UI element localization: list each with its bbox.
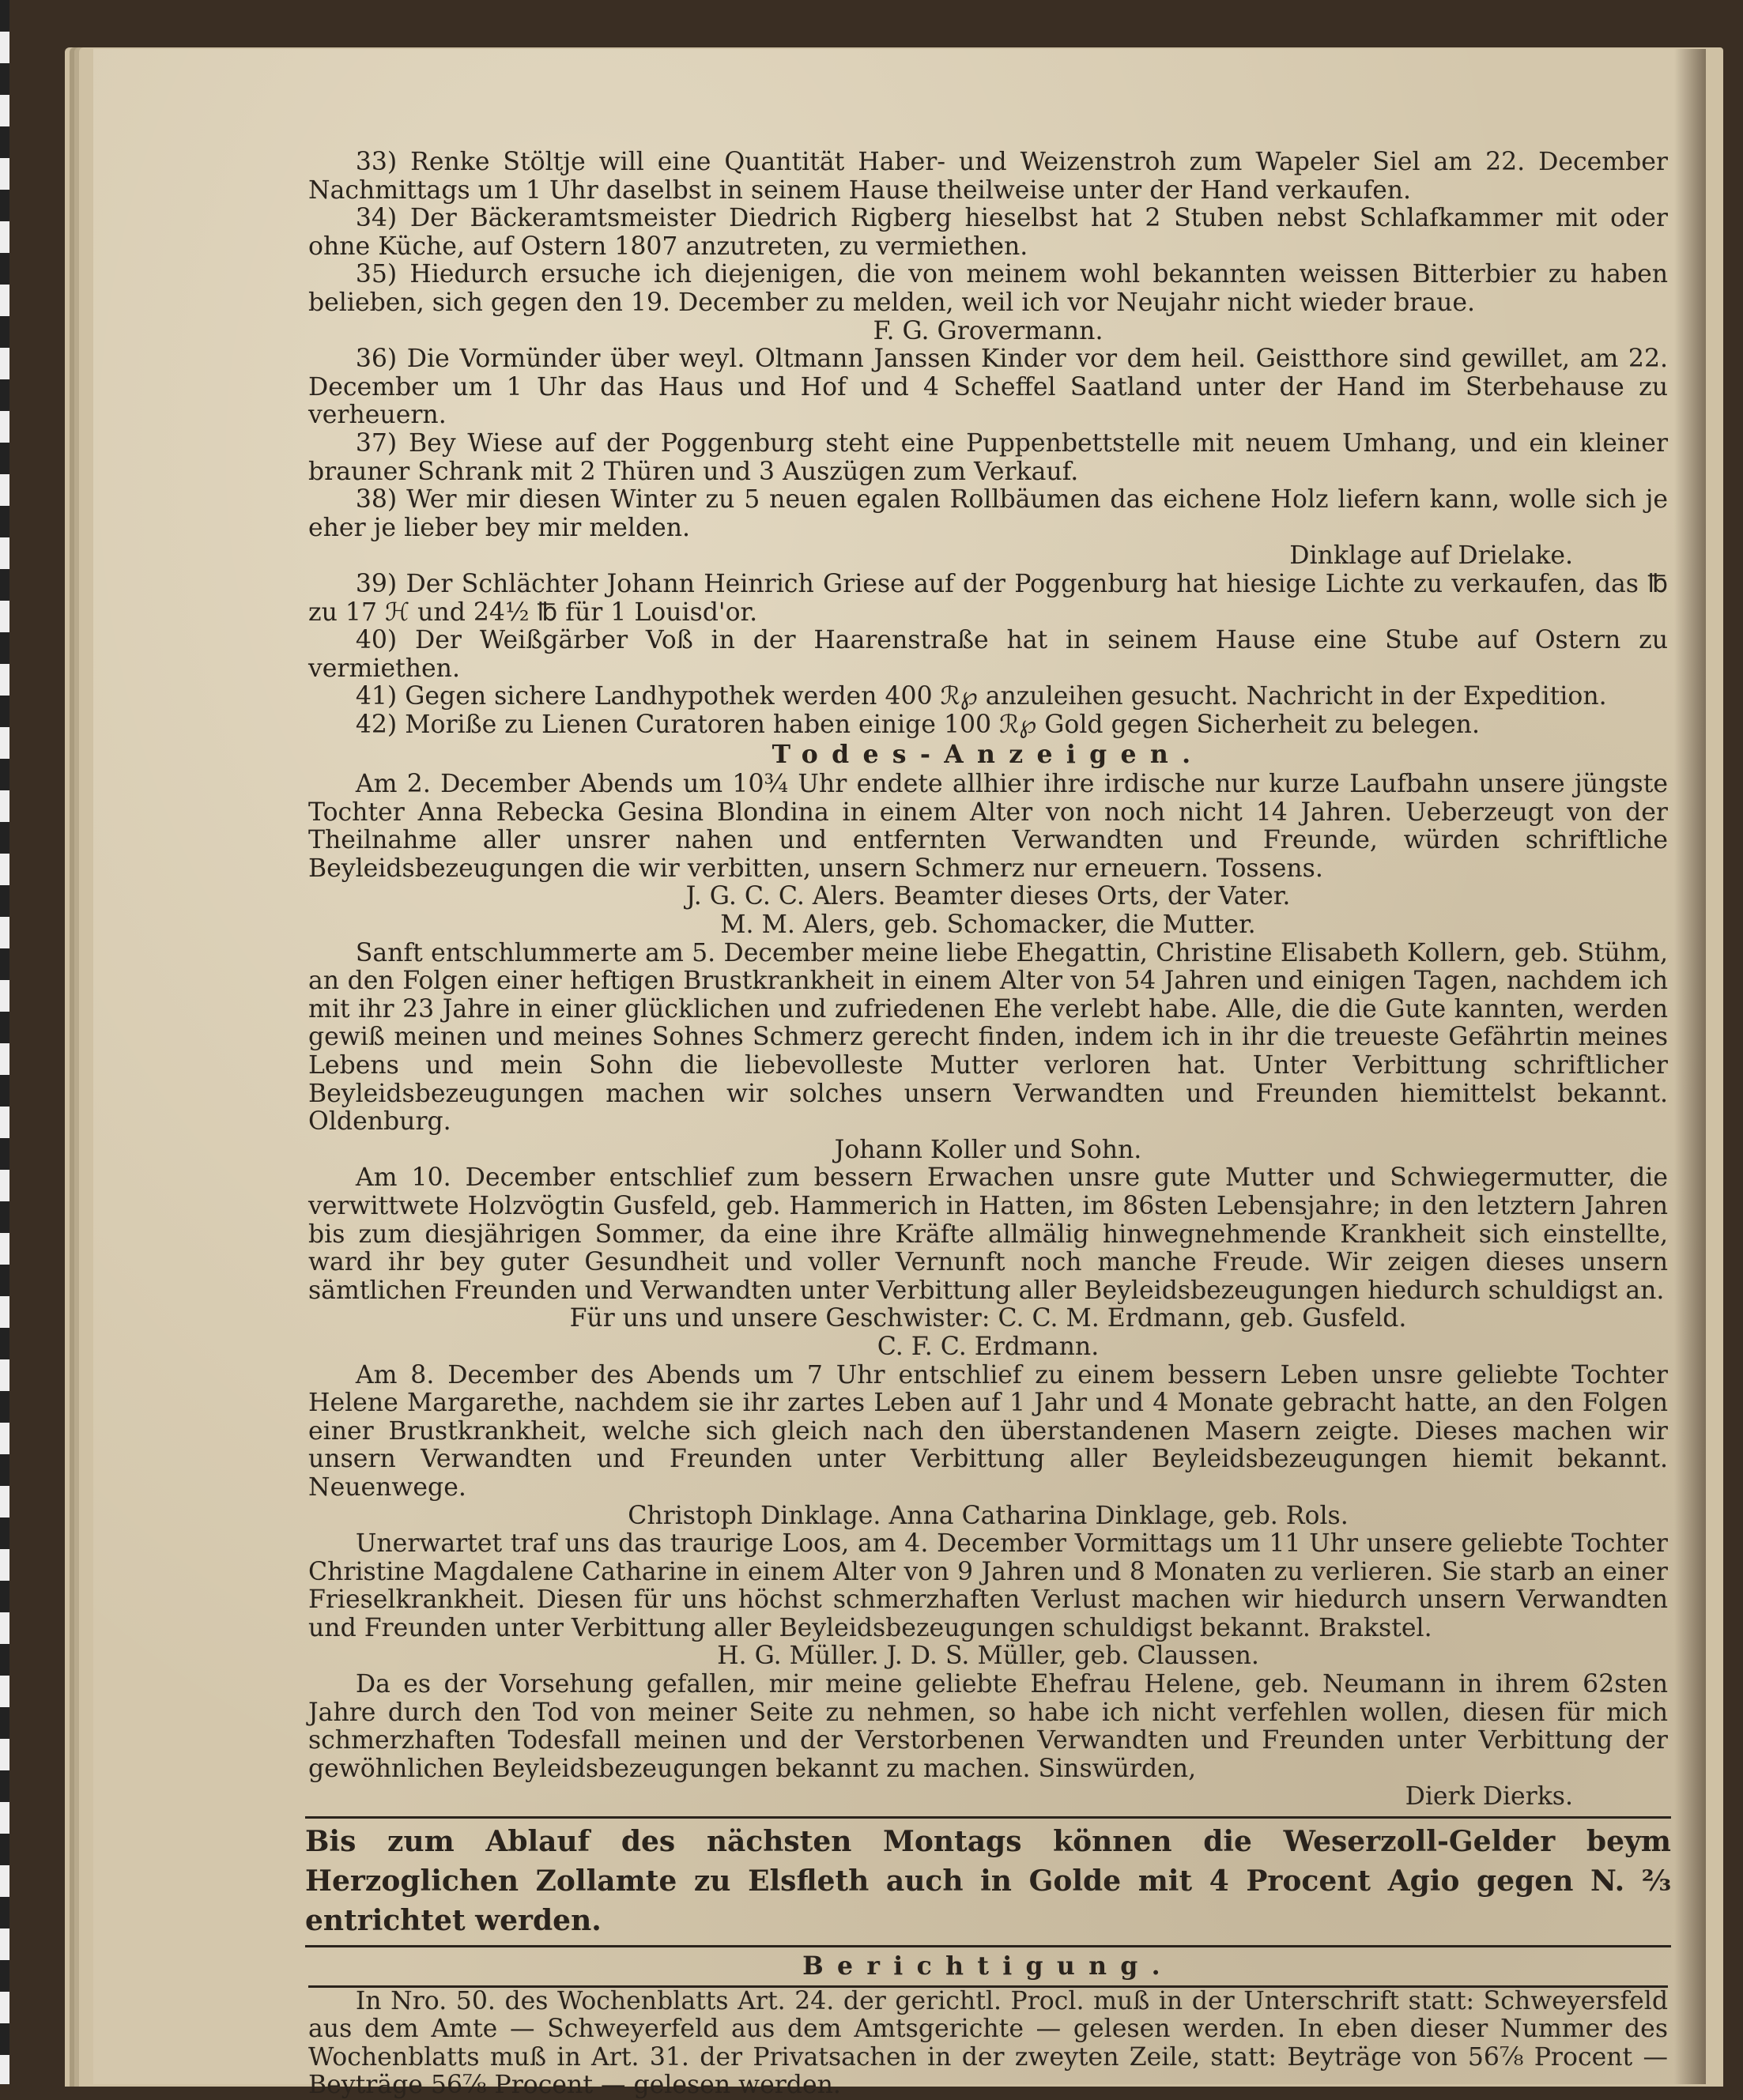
- ad-35: 35) Hiedurch ersuche ich diejenigen, die von meinem wohl bekannten weissen Bitterbier zu haben belieben, sich gegen den 19. December zu melden, weil ich vor Neujahr nicht wieder braue.: [308, 260, 1668, 317]
- scan-edge-strip: [0, 0, 9, 2084]
- ad-40: 40) Der Weißgärber Voß in der Haarenstraße hat in seinem Hause eine Stube auf Ostern zu vermiethen.: [308, 626, 1668, 683]
- death-notice-1-signature-2: M. M. Alers, geb. Schomacker, die Mutter.: [720, 911, 1256, 940]
- ad-41: 41) Gegen sichere Landhypothek werden 400 ℛ℘ anzuleihen gesucht. Nachricht in der Expedition.: [355, 682, 1607, 711]
- page-text: [305, 148, 1671, 2100]
- ad-38: 38) Wer mir diesen Winter zu 5 neuen egalen Rollbäumen das eichene Holz liefern kann, wolle sich je eher je lieber bey mir melden.: [308, 485, 1668, 542]
- correction-text: In Nro. 50. des Wochenblatts Art. 24. der gerichtl. Procl. muß in der Unterschrift statt: Schweyersfeld aus dem Amte — Schweyerfeld aus dem Amtsgerichte — gelesen werden. In eben dieser Nummer des Wochenblatts muß in Art. 31. der Privatsachen in der zweyten Zeile, statt: Beyträge von 56⅞ Procent — Beyträge 56⅞ Procent — gelesen werden.: [308, 1986, 1668, 2100]
- ad-42: 42) Moriße zu Lienen Curatoren haben einige 100 ℛ℘ Gold gegen Sicherheit zu belegen.: [355, 710, 1480, 739]
- ad-38-signature: Dinklage auf Drielake.: [1289, 541, 1573, 571]
- death-notice-6: Da es der Vorsehung gefallen, mir meine geliebte Ehefrau Helene, geb. Neumann in ihrem 62sten Jahre durch den Tod von meiner Seite zu nehmen, so habe ich nicht verfehlen wollen, diesen für mich schmerzhaften Todesfall meinen und der Verstorbenen Verwandten und Freunden unter Verbittung der gewöhnlichen Beyleidsbezeugungen bekannt zu machen. Sinswürden,: [308, 1670, 1668, 1783]
- death-notice-5: Unerwartet traf uns das traurige Loos, am 4. December Vormittags um 11 Uhr unsere geliebte Tochter Christine Magdalene Catharine in einem Alter von 9 Jahren und 8 Monaten zu verlieren. Sie starb an einer Frieselkrankheit. Diesen für uns höchst schmerzhaften Verlust machen wir hiedurch unsern Verwandten und Freunden unter Verbittung aller Beyleidsbezeugungen schuldigst bekannt. Brakstel.: [308, 1529, 1668, 1642]
- correction-heading: Berichtigung.: [802, 1951, 1174, 1981]
- death-notice-3: Am 10. December entschlief zum bessern Erwachen unsre gute Mutter und Schwiegermutter, die verwittwete Holzvögtin Gusfeld, geb. Hammerich in Hatten, im 86sten Lebensjahre; in den letztern Jahren bis zum diesjährigen Sommer, da eine ihre Kräfte allmälig hinwegnehmende Krankheit sich einstellte, ward ihr bey guter Gesundheit und voller Vernunft noch manche Freude. Wir zeigen dieses unsern sämtlichen Freunden und Verwandten unter Verbittung aller Beyleidsbezeugungen hiedurch schuldigst an.: [308, 1163, 1668, 1305]
- ad-36: 36) Die Vormünder über weyl. Oltmann Janssen Kinder vor dem heil. Geistthore sind gewillet, am 22. December um 1 Uhr das Haus und Hof und 4 Scheffel Saatland unter der Hand im Sterbehause zu verheuern.: [308, 345, 1668, 430]
- death-notice-1: Am 2. December Abends um 10¾ Uhr endete allhier ihre irdische nur kurze Laufbahn unsere jüngste Tochter Anna Rebecka Gesina Blondina in einem Alter von noch nicht 14 Jahren. Ueberzeugt von der Theilnahme aller unsrer nahen und entfernten Verwandten und Freunde, würden schriftliche Beyleidsbezeugungen die wir verbitten, unsern Schmerz nur erneuern. Tossens.: [308, 770, 1668, 883]
- death-notice-6-signature: Dierk Dierks.: [1405, 1782, 1573, 1812]
- ad-35-signature: F. G. Grovermann.: [873, 316, 1104, 345]
- ad-39: 39) Der Schlächter Johann Heinrich Griese auf der Poggenburg hat hiesige Lichte zu verkaufen, das ℔ zu 17 ℋ und 24½ ℔ für 1 Louisd'or.: [308, 569, 1668, 627]
- ad-37: 37) Bey Wiese auf der Poggenburg steht eine Puppenbettstelle mit neuem Umhang, und ein kleiner brauner Schrank mit 2 Thüren und 3 Auszügen zum Verkauf.: [308, 428, 1668, 486]
- death-notice-3-signature-2: C. F. C. Erdmann.: [877, 1332, 1100, 1361]
- ad-33: 33) Renke Stöltje will eine Quantität Haber- und Weizenstroh zum Wapeler Siel am 22. December Nachmittags um 1 Uhr daselbst in seinem Hause theilweise unter der Hand verkaufen.: [308, 148, 1668, 205]
- death-notice-1-signature-1: J. G. C. C. Alers. Beamter dieses Orts, der Vater.: [685, 882, 1291, 911]
- page-gutter-shadow: [1674, 49, 1706, 2084]
- death-notice-5-signature: H. G. Müller. J. D. S. Müller, geb. Claussen.: [717, 1642, 1259, 1671]
- customs-notice: Bis zum Ablauf des nächsten Montags können die Weserzoll-Gelder beym Herzoglichen Zollamte zu Elsfleth auch in Golde mit 4 Procent Agio gegen N. ⅔ entrichtet werden.: [305, 1816, 1671, 1947]
- death-notice-4-signature: Christoph Dinklage. Anna Catharina Dinklage, geb. Rols.: [628, 1501, 1349, 1530]
- ad-34: 34) Der Bäckeramtsmeister Diedrich Rigberg hieselbst hat 2 Stuben nebst Schlafkammer mit oder ohne Küche, auf Ostern 1807 anzutreten, zu vermiethen.: [308, 204, 1668, 261]
- death-notice-4: Am 8. December des Abends um 7 Uhr entschlief zu einem bessern Leben unsre geliebte Tochter Helene Margarethe, nachdem sie ihr zartes Leben auf 1 Jahr und 4 Monate gebracht hatte, an den Folgen einer Brustkrankheit, welche sich gleich nach den überstandenen Masern zeigte. Dieses machen wir unsern Verwandten und Freunden unter Verbittung aller Beyleidsbezeugungen hiemit bekannt. Neuenwege.: [308, 1360, 1668, 1502]
- deaths-heading: Todes-Anzeigen.: [772, 740, 1205, 770]
- death-notice-2-signature: Johann Koller und Sohn.: [834, 1135, 1142, 1164]
- death-notice-3-signature-1: Für uns und unsere Geschwister: C. C. M. Erdmann, geb. Gusfeld.: [569, 1304, 1407, 1333]
- death-notice-2: Sanft entschlummerte am 5. December meine liebe Ehegattin, Christine Elisabeth Kollern, geb. Stühm, an den Folgen einer heftigen Brustkrankheit in einem Alter von 54 Jahren und einigen Tagen, nachdem ich mit ihr 23 Jahre in einer glücklichen und zufriedenen Ehe verlebt habe. Alle, die die Gute kannten, werden gewiß meinen und meines Sohnes Schmerz gerecht finden, indem ich in ihr die treueste Gefährtin meines Lebens und mein Sohn die liebevolleste Mutter verloren hat. Unter Verbittung schriftlicher Beyleidsbezeugungen machen wir solches unsern Verwandten und Freunden hiemittelst bekannt. Oldenburg.: [308, 938, 1668, 1137]
